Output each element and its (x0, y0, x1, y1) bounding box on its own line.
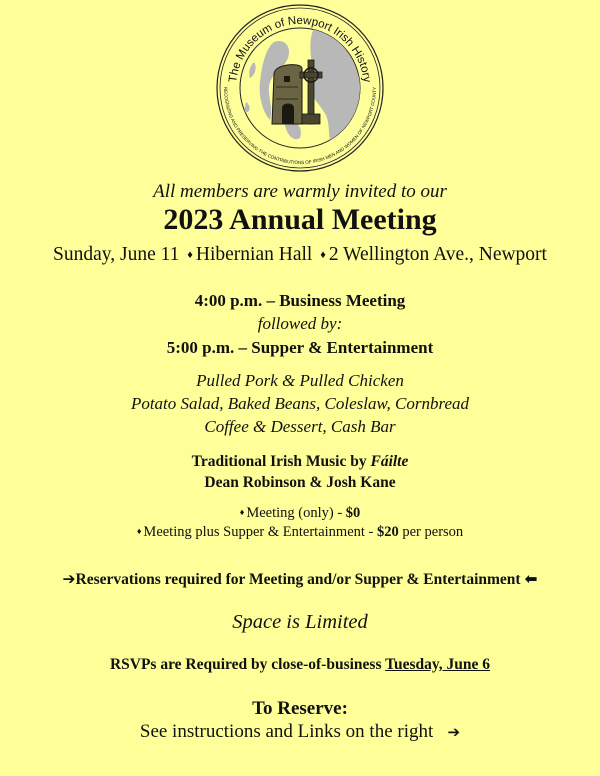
rsvp-text: RSVPs are Required by close-of-business (109, 656, 386, 673)
menu-item: Pulled Pork & Pulled Chicken (196, 371, 404, 390)
band-name: Fáilte (370, 453, 409, 470)
diamond-separator-icon: ♦ (320, 249, 326, 261)
schedule-supper: 5:00 p.m. – Supper & Entertainment (166, 338, 434, 357)
event-date: Sunday, June 11 (53, 244, 180, 265)
reservations-notice (0, 570, 600, 589)
price-item-meeting (0, 505, 600, 522)
space-limited-notice: Space is Limited (232, 611, 368, 633)
arrow-left-icon: ⬅ (524, 570, 538, 588)
arrow-right-icon: ➔ (62, 570, 76, 588)
diamond-separator-icon: ♦ (187, 249, 193, 261)
tower-icon (272, 65, 302, 124)
diamond-bullet-icon: ♦ (239, 507, 245, 517)
schedule-connector: followed by: (257, 314, 343, 333)
invitation-intro: All members are warmly invited to our (153, 181, 447, 202)
menu-item: Potato Salad, Baked Beans, Coleslaw, Cornbread (130, 394, 470, 413)
price-label: Meeting plus Supper & Entertainment - (143, 524, 377, 540)
price-value: $20 (377, 524, 399, 540)
reserve-instructions (0, 721, 600, 743)
performers: Dean Robinson & Josh Kane (204, 474, 396, 491)
svg-text:RECOGNIZING AND PRESERVING THE: RECOGNIZING AND PRESERVING THE CONTRIBUTIONS OF IRISH MEN AND WOMEN OF NEWPORT COUNTY (222, 86, 378, 166)
arrow-right-icon: ➔ (447, 723, 461, 741)
music-line (0, 453, 600, 471)
event-venue: Hibernian Hall (195, 244, 313, 265)
price-value: $0 (345, 505, 361, 521)
museum-logo (214, 2, 386, 174)
rsvp-date: Tuesday, June 6 (385, 656, 491, 673)
svg-text:The Museum of Newport Irish Hi: The Museum of Newport Irish History (227, 14, 373, 84)
to-reserve-heading: To Reserve: (252, 698, 348, 719)
menu-item: Coffee & Dessert, Cash Bar (204, 417, 396, 436)
schedule-business-meeting: 4:00 p.m. – Business Meeting (194, 291, 406, 310)
price-label: Meeting (only) - (246, 505, 346, 521)
event-title: 2023 Annual Meeting (163, 203, 437, 236)
price-suffix: per person (398, 524, 464, 540)
diamond-bullet-icon: ♦ (136, 526, 142, 536)
rsvp-deadline (0, 656, 600, 674)
event-details (0, 244, 600, 266)
reservations-text: Reservations required for Meeting and/or Supper & Entertainment (75, 571, 521, 588)
instructions-text: See instructions and Links on the right (139, 721, 434, 742)
price-item-supper (0, 524, 600, 541)
music-prefix: Traditional Irish Music by (191, 453, 371, 470)
event-address: 2 Wellington Ave., Newport (328, 244, 547, 265)
